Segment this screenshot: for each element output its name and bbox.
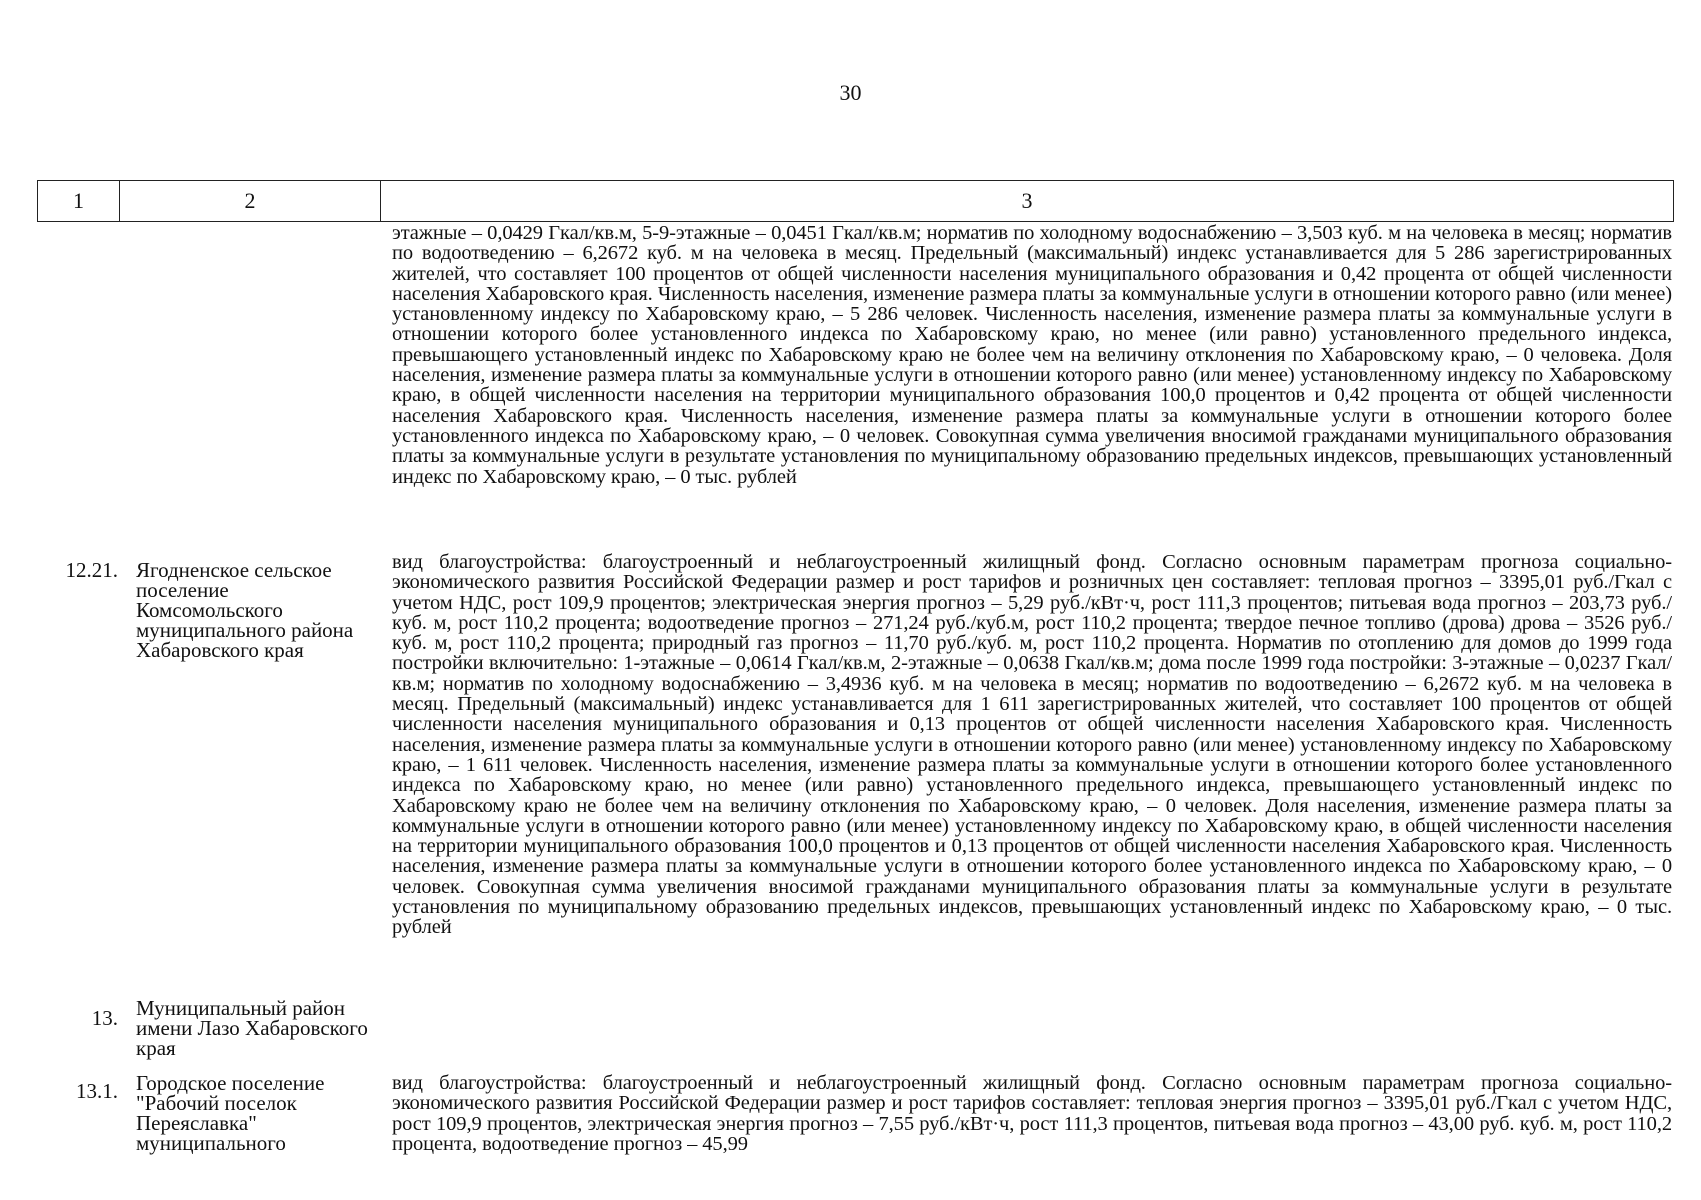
row-text: этажные – 0,0429 Гкал/кв.м, 5-9-этажные – 0,0451 Гкал/кв.м; норматив по холодному водоснабжению – 3,503 куб. м на человека в месяц; норматив по водоотведению – 6,2672 куб. м на человека в месяц. Предельный (максимальный) индекс устанавливается для 5 286 зарегистрированных жителей, что составляет 100 процентов от общей численности населения муниципального образования и 0,42 процента от общей численности населения Хабаровского края. Численность населения, изменение размера платы за коммунальные услуги в отношении которого равно (или менее) установленному индексу по Хабаровскому краю, – 5 286 человек. Численность населения, изменение размера платы за коммунальные услуги в отношении которого более установленного индекса по Хабаровскому краю, но менее (или равно) установленного предельного индекса, превышающего установленный индекс по Хабаровскому краю не более чем на величину отклонения по Хабаровскому краю, – 0 человека. Доля населения, изменение размера платы за коммунальные услуги в отношении которого равно (или менее) установленному индексу по Хабаровскому краю, в общей численности населения на территории муниципального образования 100,0 процентов и 0,42 процента от общей численности населения Хабаровского края. Численность населения, изменение размера платы за коммунальные услуги в отношении которого более установленного индекса по Хабаровскому краю, – 0 человек. Совокупная сумма увеличения вносимой гражданами муниципального образования платы за коммунальные услуги в результате установления по муниципальному образованию предельных индексов, превышающих установленный индекс по Хабаровскому краю, – 0 тыс. рублей [392,222,1672,488]
row-name: Муниципальный район имени Лазо Хабаровского края [136,996,368,1060]
row-name: Ягодненское сельское поселение Комсомольского муниципального района Хабаровского края [136,558,354,662]
row-text: вид благоустройства: благоустроенный и неблагоустроенный жилищный фонд. Согласно основным параметрам прогноза социально-экономического развития Российской Федерации размер и рост тарифов и розничных цен составляет: тепловая прогноз – 3395,01 руб./Гкал с учетом НДС, рост 109,9 процентов; электрическая энергия прогноз – 5,29 руб./кВт·ч, рост 111,3 процентов; питьевая вода прогноз – 203,73 руб./куб. м, рост 110,2 процента; водоотведение прогноз – 271,24 руб./куб.м, рост 110,2 процента; твердое печное топливо (дрова) дрова – 3526 руб./куб. м, рост 110,2 процента; природный газ прогноз – 11,70 руб./куб. м, рост 110,2 процента. Норматив по отоплению для домов до 1999 года постройки включительно: 1-этажные – 0,0614 Гкал/кв.м, 2-этажные – 0,0638 Гкал/кв.м; дома после 1999 года постройки: 3-этажные – 0,0237 Гкал/кв.м; норматив по холодному водоснабжению – 3,4936 куб. м на человека в месяц; норматив по водоотведению – 6,2672 куб. м на человека в месяц. Предельный (максимальный) индекс устанавливается для 1 611 зарегистрированных жителей, что составляет 100 процентов от общей численности населения муниципального образования и 0,13 процентов от общей численности населения Хабаровского края. Численность населения, изменение размера платы за коммунальные услуги в отношении которого равно (или менее) установленному индексу по Хабаровскому краю, – 1 611 человек. Численность населения, изменение размера платы за коммунальные услуги в отношении которого более установленного индекса по Хабаровскому краю, но менее (или равно) установленного предельного индекса, превышающего установленный индекс по Хабаровскому краю не более чем на величину отклонения по Хабаровскому краю, – 0 человек. Доля населения, изменение размера платы за коммунальные услуги в отношении которого равно (или менее) установленному индексу по Хабаровскому краю, в общей численности населения на территории муниципального образования 100,0 процентов и 0,13 процентов от общей численности населения Хабаровского края. Численность населения, изменение размера платы за коммунальные услуги в отношении которого более установленного индекса по Хабаровскому краю, – 0 человек. Совокупная сумма увеличения вносимой гражданами муниципального образования платы за коммунальные услуги в результате установления по муниципальному образованию предельных индексов, превышающих установленный индекс по Хабаровскому краю, – 0 тыс. рублей [392,551,1672,939]
row-number: 13. [91,1006,118,1030]
row-number: 12.21. [65,558,118,582]
page-number: 30 [839,80,862,105]
header-col-2: 2 [120,181,381,221]
row-number: 13.1. [76,1079,118,1103]
header-col-1: 1 [38,181,120,221]
row-text: вид благоустройства: благоустроенный и неблагоустроенный жилищный фонд. Согласно основным параметрам прогноза социально-экономического развития Российской Федерации размер и рост тарифов составляет: тепловая энергия прогноз – 3395,01 руб./Гкал с учетом НДС, рост 109,9 процентов, электрическая энергия прогноз – 7,55 руб./кВт·ч, рост 111,3 процентов, питьевая вода прогноз – 43,00 руб. куб. м, рост 110,2 процента, водоотведение прогноз – 45,99 [392,1072,1672,1155]
header-col-3: 3 [1021,188,1033,213]
row-name: Городское поселение "Рабочий поселок Переяславка" муниципального [136,1071,325,1155]
table-header [37,180,1674,222]
